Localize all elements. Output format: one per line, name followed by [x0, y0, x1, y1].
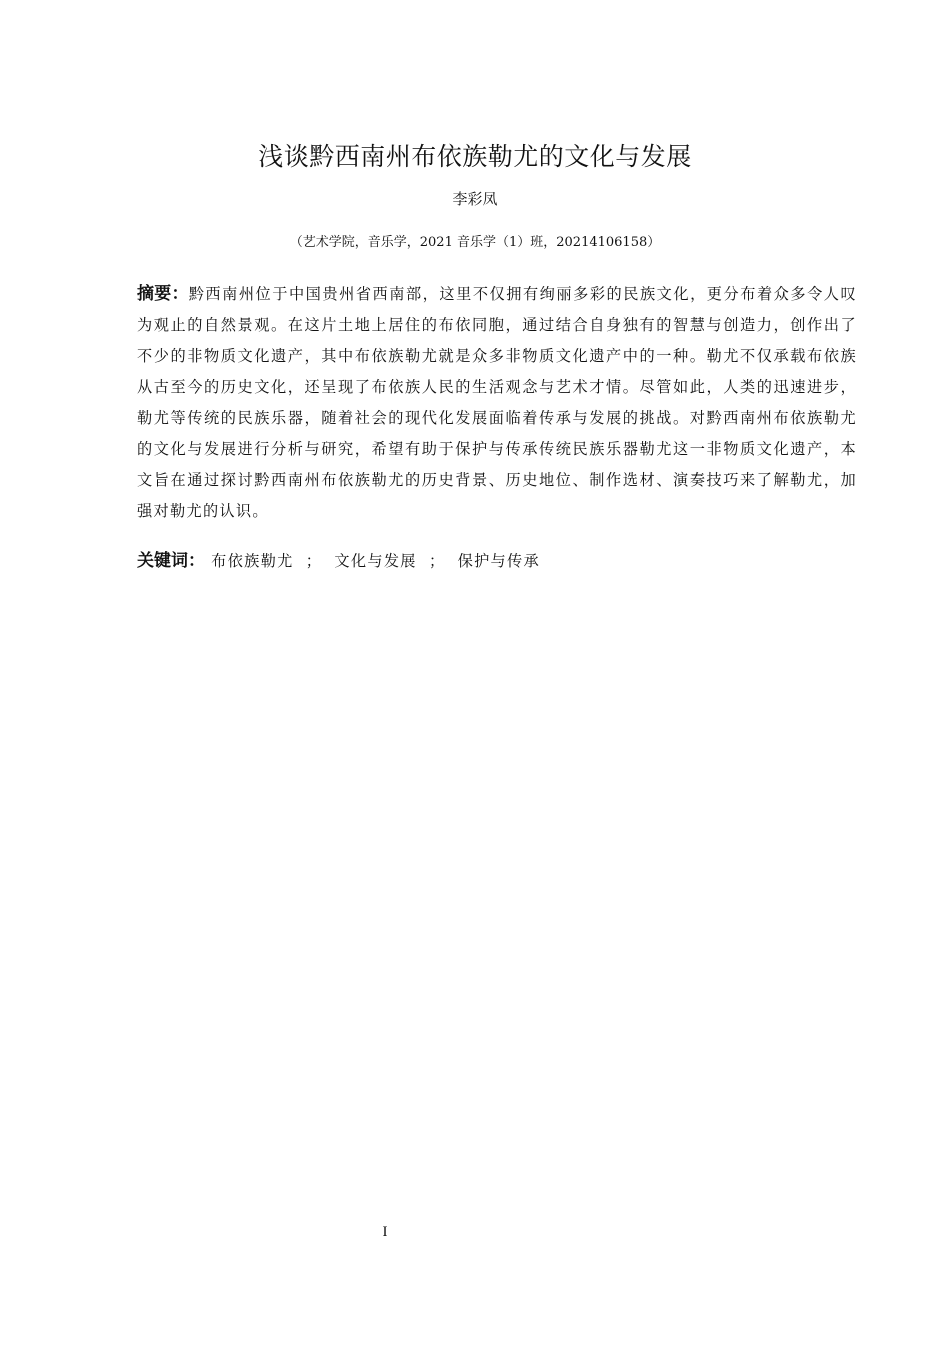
keyword-separator: ；: [305, 552, 323, 570]
abstract-text: 黔西南州位于中国贵州省西南部，这里不仅拥有绚丽多彩的民族文化，更分布着众多令人叹为观止的自然景观。在这片土地上居住的布依同胞，通过结合自身独有的智慧与创造力，创作出了不少的非物质文化遗产，其中布依族勒尤就是众多非物质文化遗产中的一种。勒尤不仅承载布依族从古至今的历史文化，还呈现了布依族人民的生活观念与艺术才情。尽管如此，人类的迅速进步，勒尤等传统的民族乐器，随着社会的现代化发展面临着传承与发展的挑战。对黔西南州布依族勒尤的文化与发展进行分析与研究，希望有助于保护与传承传统民族乐器勒尤这一非物质文化遗产，本文旨在通过探讨黔西南州布依族勒尤的历史背景、历史地位、制作选材、演奏技巧来了解勒尤，加强对勒尤的认识。: [137, 285, 858, 520]
keyword-item: 文化与发展: [334, 552, 417, 570]
paper-title: 浅谈黔西南州布依族勒尤的文化与发展: [258, 142, 692, 171]
author-name: 李彩凤: [452, 190, 498, 208]
keywords: [137, 548, 857, 574]
keyword-item: 保护与传承: [457, 552, 541, 570]
author-affiliation: （艺术学院，音乐学，2021 音乐学（1）班，20214106158）: [289, 235, 661, 250]
keyword-separator: ；: [428, 552, 446, 570]
page-number: I: [382, 1224, 388, 1240]
abstract: [137, 279, 857, 527]
keywords-label: 关键词：: [137, 551, 205, 571]
keyword-item: 布依族勒尤: [211, 552, 294, 570]
abstract-label: 摘要：: [137, 284, 189, 304]
